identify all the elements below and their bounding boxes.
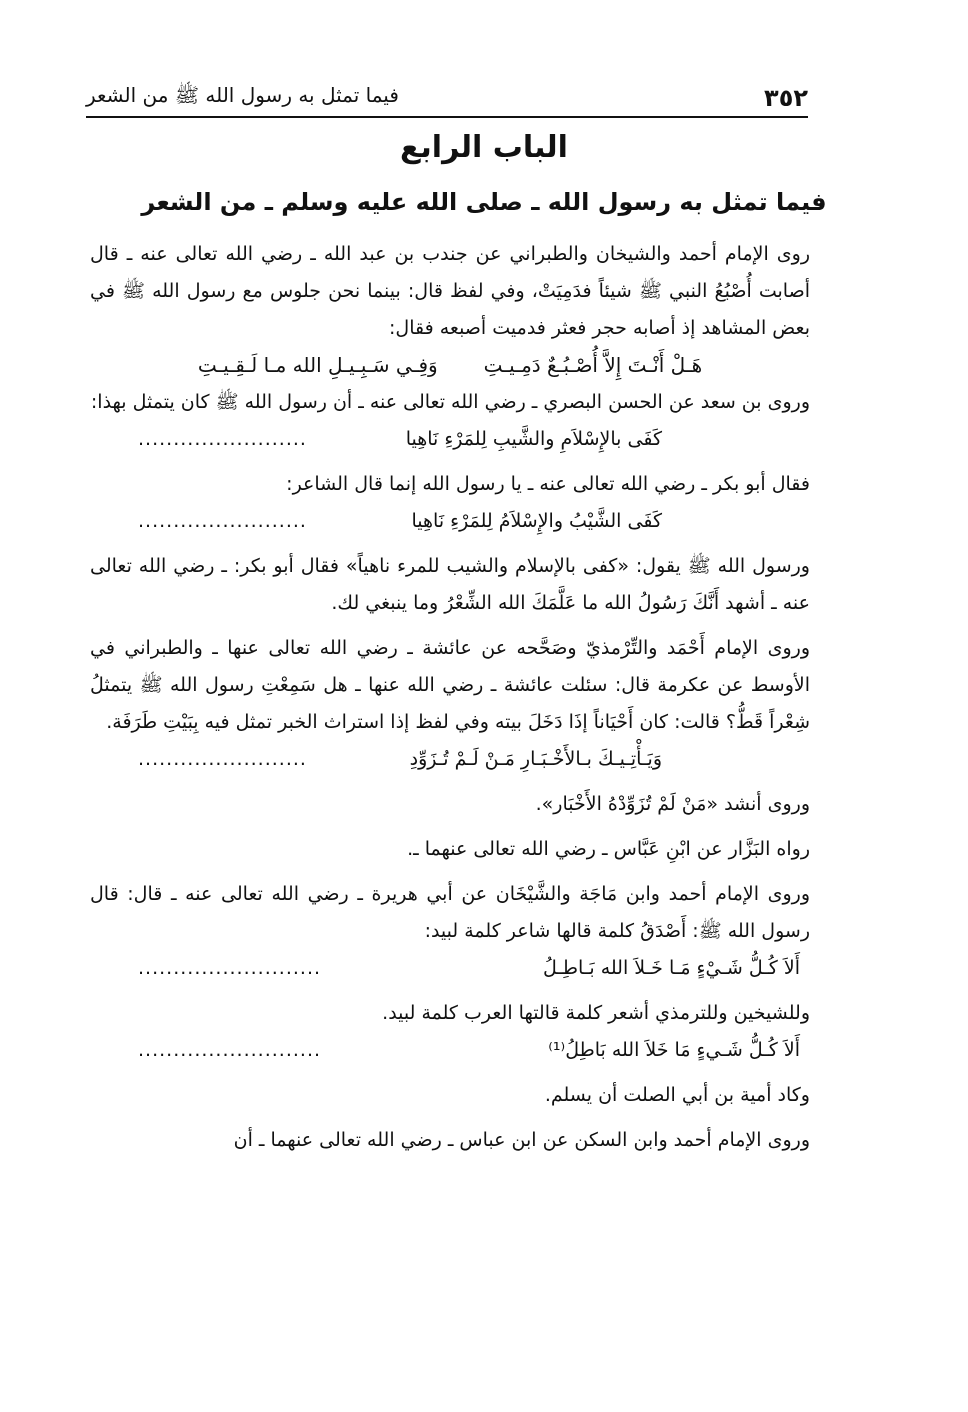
paragraph: وروى الإمام أحمد وابن السكن عن ابن عباس ـ رضي الله تعالى عنهما ـ أن [233, 1129, 810, 1151]
paragraph: روى الإمام أحمد والشيخان والطبراني عن جندب بن عبد الله ـ رضي الله تعالى عنه ـ قال أصابت أُصْبُعُ النبي ﷺ شيئاً فدَمِيَتْ، وفي لفظ قال: بينما نحن جلوس مع رسول الله ﷺ في بعض المشاهد إذ أصابه حجر فعثر فدميت أصبعه فقال: [90, 243, 810, 339]
verse-hemistich: أَلاَ كُـلُّ شَـيءٍ مَا خَلاَ الله بَاطِلُ⁽¹⁾ [548, 1039, 800, 1061]
verse-line [90, 741, 810, 778]
verse-line [90, 950, 810, 987]
paragraph: وللشيخين وللترمذي أشعر كلمة قالتها العرب كلمة لبيد. [382, 1002, 810, 1024]
paragraph: وروى بن سعد عن الحسن البصري ـ رضي الله تعالى عنه ـ أن رسول الله ﷺ كان يتمثل بهذا: [90, 391, 810, 413]
verse-hemistich: وَفِـي سَـبِـيـلِ الله مـا لَـقِـيـتِ [197, 353, 438, 377]
verse-ellipsis: .......................... [138, 957, 322, 979]
paragraph: رواه البَزَّار عن ابْنِ عَبَّاس ـ رضي الله تعالى عنهما ـ. [407, 838, 810, 860]
page-number: ٣٥٢ [764, 84, 808, 112]
verse-hemistich: كَفَى الشَّيْبُ والإِسْلاَمُ لِلمَرْءِ نَاهِيا [411, 510, 662, 532]
verse-hemistich: أَلاَ كُـلُّ شَـيْءٍ مَـا خَـلاَ الله بَـاطِـلُ [542, 957, 800, 979]
verse-hemistich: كَفَى بالإِسْلاَمِ والشَّيبِ لِلمَرْءِ نَاهِيا [405, 428, 662, 450]
verse-ellipsis: ........................ [138, 748, 307, 770]
verse-ellipsis: ........................ [138, 428, 307, 450]
verse-line [90, 421, 810, 458]
chapter-title: الباب الرابع [400, 130, 568, 165]
paragraph: وروى الإمام أَحْمَد والتِّرْمذيّ وصَحَّحه عن عائشة ـ رضي الله تعالى عنها ـ والطبراني في الأوسط عن عكرمة قال: سئلت عائشة ـ رضي الله عنها ـ هل سَمِعْتِ رسول الله ﷺ يتمثلُ شِعْراً قَطُّ؟ قالت: كان أَحْيَاناً إذَا دَخَلَ بيته وفي لفظ إذا استراث الخبر تمثل فيه بِبَيْتِ طَرَفَة. [90, 637, 810, 733]
body-text [90, 236, 810, 1159]
paragraph: وروى الإمام أحمد وابن مَاجَة والشَّيْخَان عن أبي هريرة ـ رضي الله تعالى عنه ـ قال: قال رسول الله ﷺ: أَصْدَقُ كلمة قالها شاعر كلمة لبيد: [90, 883, 810, 942]
verse-hemistich: وَيَـأْتِـيـكَ بـالأَخْـبَـارِ مَـنْ لَـمْ تُـزَوِّدِ [409, 748, 662, 770]
paragraph: فقال أبو بكر ـ رضي الله تعالى عنه ـ يا رسول الله إنما قال الشاعر: [286, 473, 810, 495]
verse-ellipsis: .......................... [138, 1039, 322, 1061]
header-rule [86, 116, 808, 118]
chapter-subtitle: فيما تمثل به رسول الله ـ صلى الله عليه وسلم ـ من الشعر [141, 188, 827, 216]
verse-ellipsis: ........................ [138, 510, 307, 532]
paragraph: وكاد أمية بن أبي الصلت أن يسلم. [544, 1084, 810, 1106]
verse-line [90, 503, 810, 540]
paragraph: ورسول الله ﷺ يقول: «كفى بالإسلام والشيب للمرء ناهياً» فقال أبو بكر: ـ رضي الله تعالى عنه ـ أشهد أَنَّكَ رَسُولُ الله ما عَلَّمَكَ الله الشِّعْرُ وما ينبغي لك. [90, 555, 810, 614]
verse-line [90, 347, 810, 384]
verse-line [90, 1032, 810, 1069]
paragraph: وروى أنشد «مَنْ لَمْ تُزَوِّدْهُ الأَخْبَار». [535, 793, 810, 815]
verse-hemistich: هَـلْ أَنْـتَ إِلاَّ أُصْـبُـعٌ دَمِـيـتِ [483, 353, 703, 377]
running-title: فيما تمثل به رسول الله ﷺ من الشعر [86, 83, 399, 107]
running-header [86, 72, 808, 112]
